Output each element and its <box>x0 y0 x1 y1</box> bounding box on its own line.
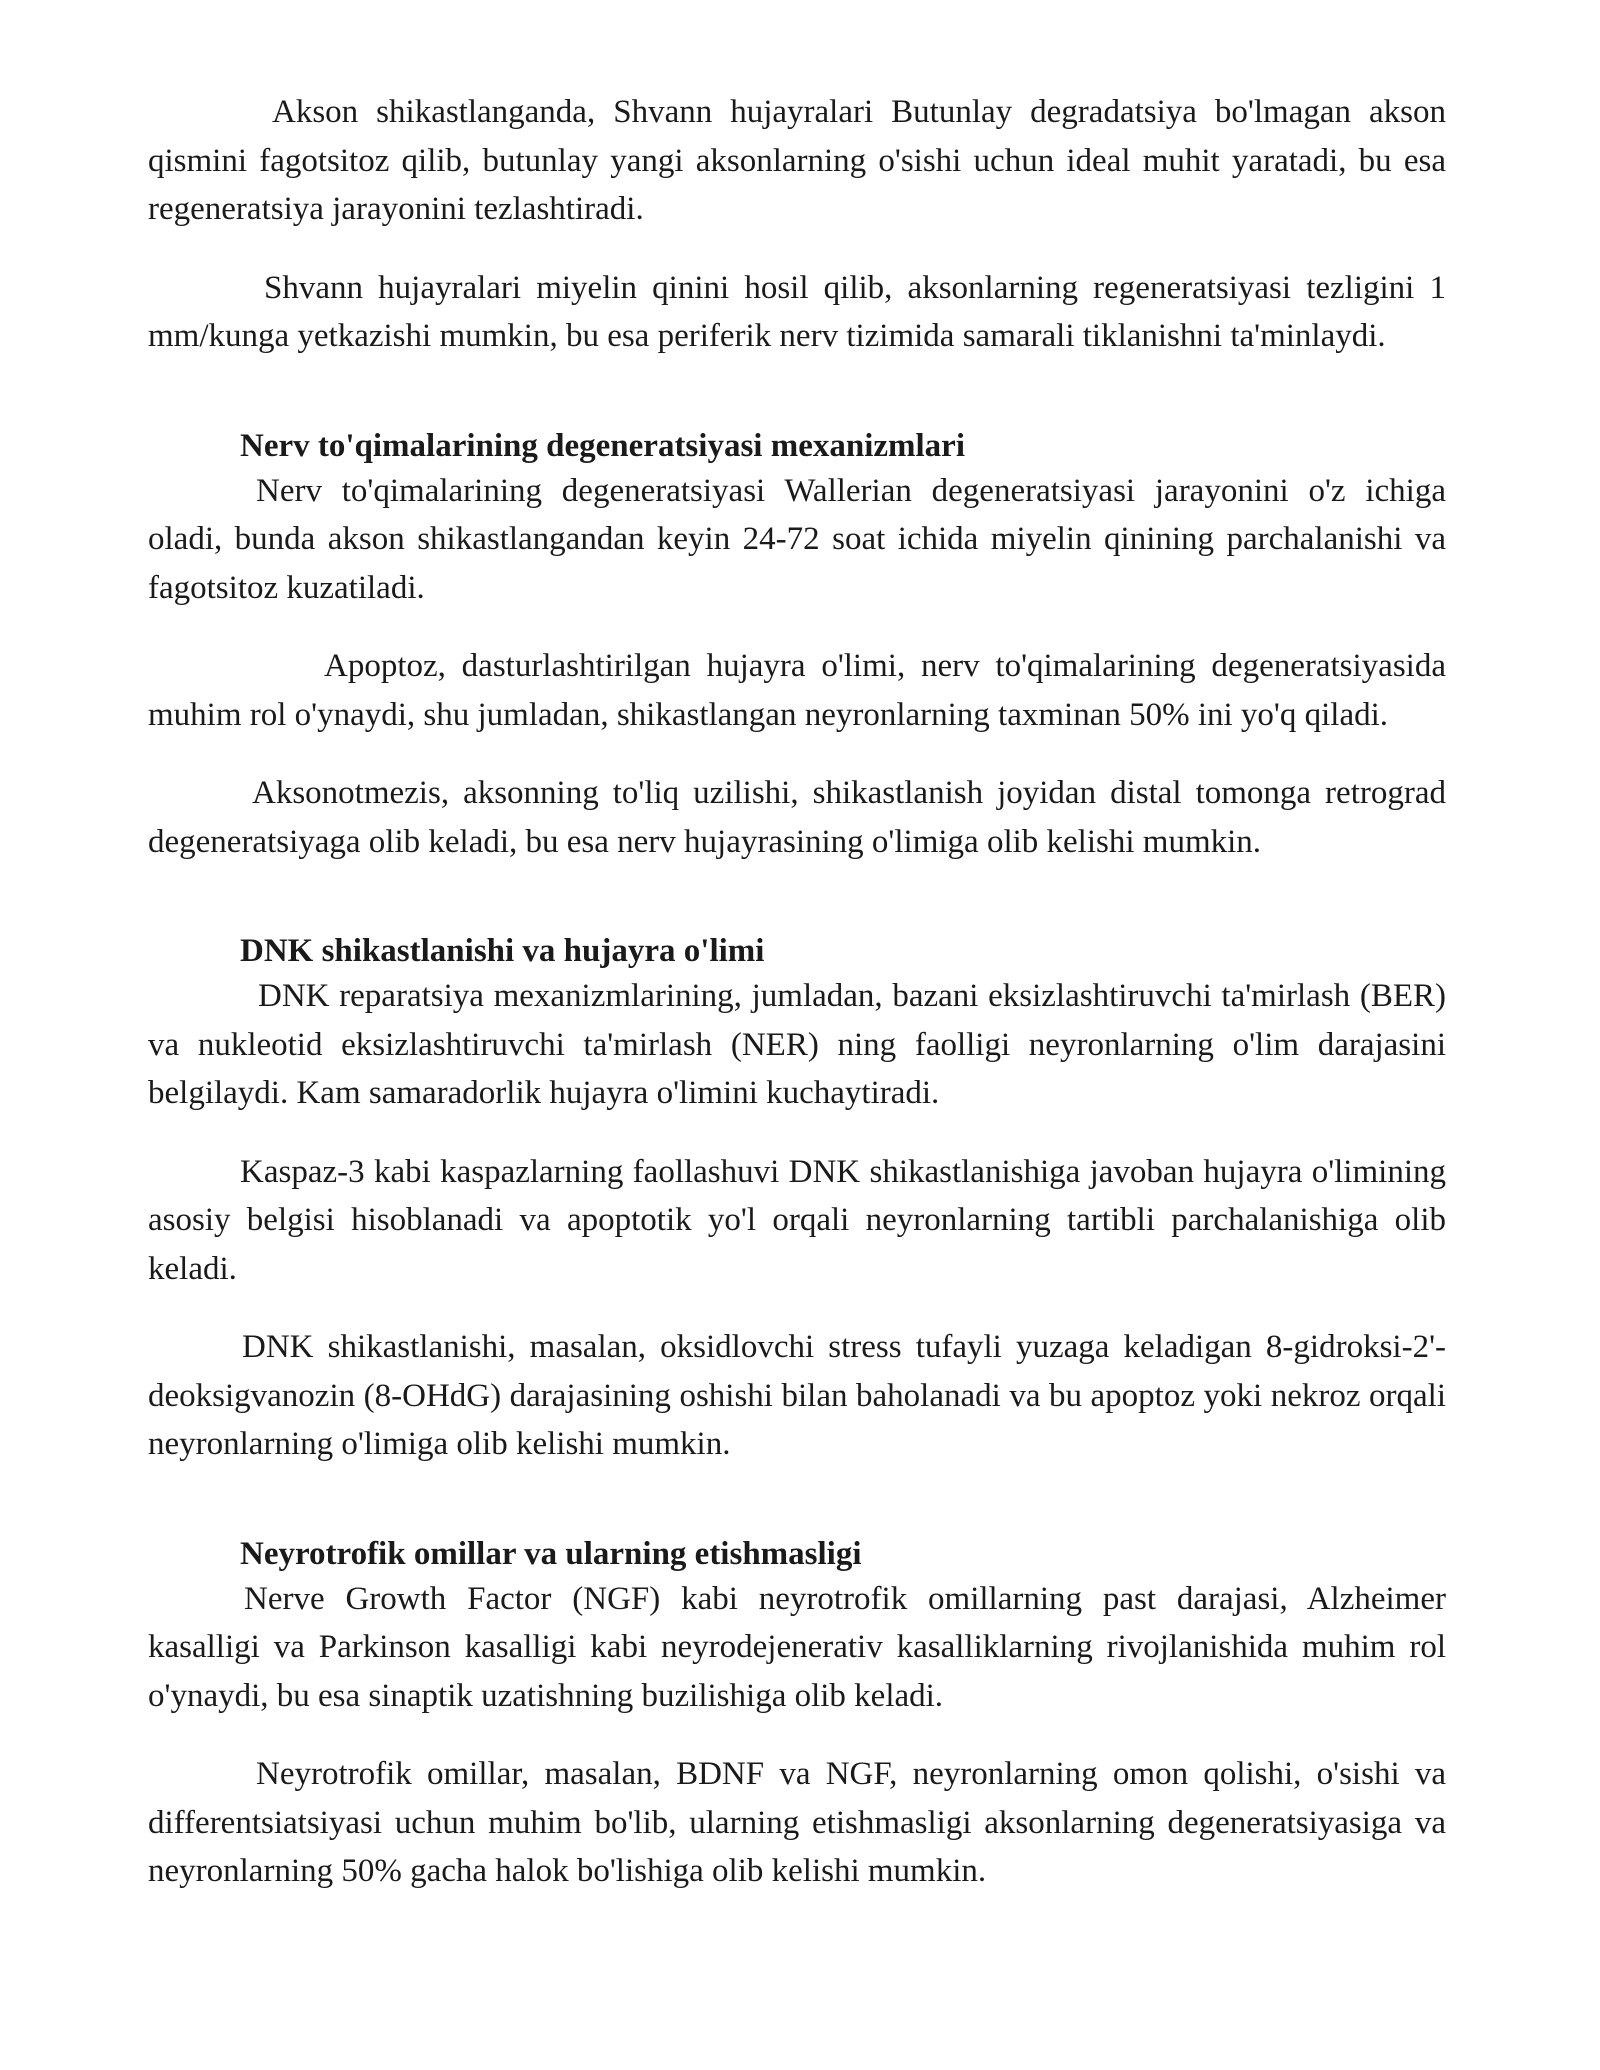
paragraph-schwann-phagocytosis: Akson shikastlanganda, Shvann hujayralari Butunlay degradatsiya bo'lmagan akson qismini fagotsitoz qilib, butunlay yangi aksonlarning o'sishi uchun ideal muhit yaratadi, bu esa regeneratsiya jarayonini tezlashtiradi. <box>148 94 1446 227</box>
heading-degeneration-mechanisms: Nerv to'qimalarining degeneratsiyasi mexanizmlari <box>240 427 965 464</box>
paragraph-caspase: Kaspaz-3 kabi kaspazlarning faollashuvi DNK shikastlanishiga javoban hujayra o'limining asosiy belgisi hisoblanadi va apoptotik yo'l orqali neyronlarning tartibli parchalanishiga olib keladi. <box>148 1153 1446 1287</box>
paragraph-schwann-myelin: Shvann hujayralari miyelin qinini hosil qilib, aksonlarning regeneratsiyasi tezligini 1 mm/kunga yetkazishi mumkin, bu esa periferik nerv tizimida samarali tiklanishni ta'minlaydi. <box>148 269 1446 354</box>
heading-dna-damage: DNK shikastlanishi va hujayra o'limi <box>240 933 765 969</box>
paragraph-wallerian-degeneration: Nerv to'qimalarining degeneratsiyasi Wallerian degeneratsiyasi jarayonini o'z ichiga oladi, bunda akson shikastlangandan keyin 24-72 soat ichida miyelin qinining parchalanishi va fagotsitoz kuzatiladi. <box>148 472 1446 606</box>
heading-neurotrophic-factors: Neyrotrofik omillar va ularning etishmasligi <box>240 1535 862 1572</box>
paragraph-ngf: Nerve Growth Factor (NGF) kabi neyrotrofik omillarning past darajasi, Alzheimer kasalligi va Parkinson kasalligi kabi neyrodejenerativ kasalliklarning rivojlanishida muhim rol o'ynaydi, bu esa sinaptik uzatishning buzilishiga olib keladi. <box>148 1580 1446 1714</box>
document-page <box>148 88 1446 1926</box>
paragraph-bdnf-ngf: Neyrotrofik omillar, masalan, BDNF va NGF, neyronlarning omon qolishi, o'sishi va differentsiatsiyasi uchun muhim bo'lib, ularning etishmasligi aksonlarning degeneratsiyasiga va neyronlarning 50% gacha halok bo'lishiga olib kelishi mumkin. <box>148 1756 1446 1889</box>
paragraph-apoptosis: Apoptoz, dasturlashtirilgan hujayra o'limi, nerv to'qimalarining degeneratsiyasida muhim rol o'ynaydi, shu jumladan, shikastlangan neyronlarning taxminan 50% ini yo'q qiladi. <box>148 648 1446 733</box>
paragraph-oxidative-stress: DNK shikastlanishi, masalan, oksidlovchi stress tufayli yuzaga keladigan 8-gidroksi-2'-deoksigvanozin (8-OHdG) darajasining oshishi bilan baholanadi va bu apoptoz yoki nekroz orqali neyronlarning o'limiga olib kelishi mumkin. <box>148 1329 1446 1462</box>
paragraph-dna-repair: DNK reparatsiya mexanizmlarining, jumladan, bazani eksizlashtiruvchi ta'mirlash (BER) va nukleotid eksizlashtiruvchi ta'mirlash (NER) ning faolligi neyronlarning o'lim darajasini belgilaydi. Kam samaradorlik hujayra o'limini kuchaytiradi. <box>148 978 1446 1111</box>
paragraph-axonotmesis: Aksonotmezis, aksonning to'liq uzilishi, shikastlanish joyidan distal tomonga retrograd degeneratsiyaga olib keladi, bu esa nerv hujayrasining o'limiga olib kelishi mumkin. <box>148 775 1446 860</box>
